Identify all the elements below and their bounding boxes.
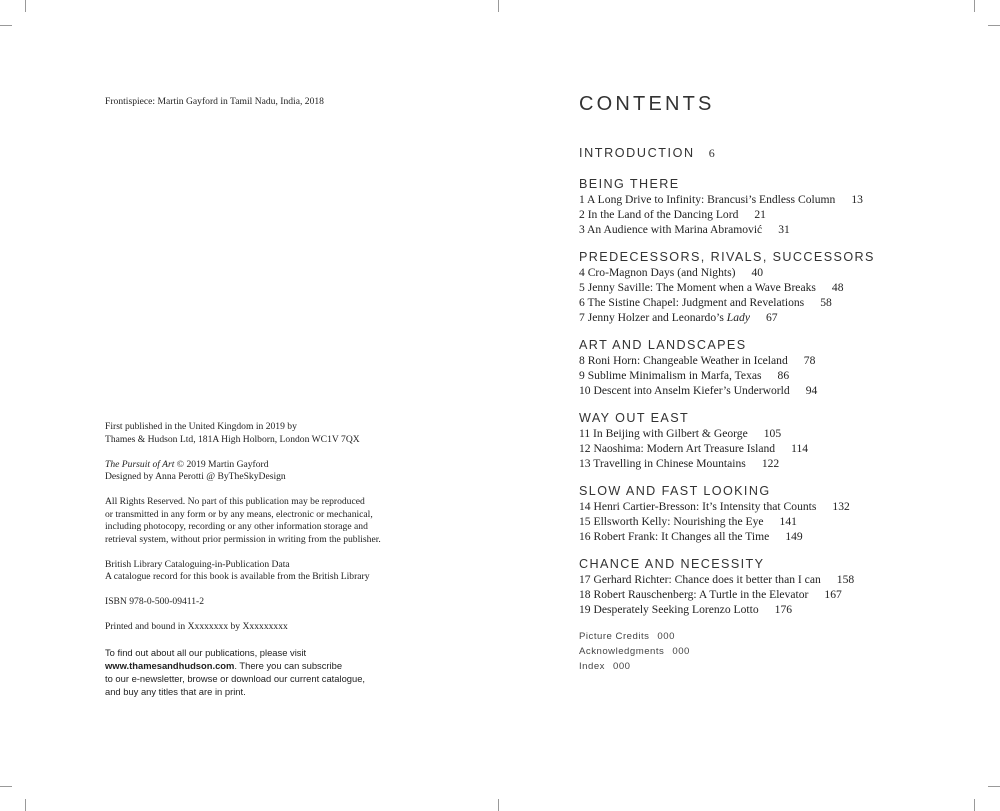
back-matter-label: Acknowledgments — [579, 646, 665, 657]
page-number: 105 — [763, 427, 782, 440]
printed-bound: Printed and bound in Xxxxxxxx by Xxxxxxxxx — [105, 621, 288, 632]
page-number: 122 — [761, 457, 780, 470]
back-matter — [579, 629, 979, 674]
section-title: PREDECESSORS, RIVALS, SUCCESSORS — [579, 250, 875, 264]
toc-entry — [579, 529, 979, 544]
page-number: 167 — [824, 588, 842, 601]
first-published: First published in the United Kingdom in 2019 by Thames & Hudson Ltd, 181A High Holborn, London WC1V 7QX — [105, 421, 360, 445]
page-number: 000 — [657, 631, 675, 642]
back-matter-label: Picture Credits — [579, 631, 650, 642]
page-number: 000 — [672, 646, 690, 657]
chapter-title: 8 Roni Horn: Changeable Weather in Iceland — [579, 354, 788, 367]
chapter-title: 1 A Long Drive to Infinity: Brancusi’s Endless Column — [579, 193, 836, 206]
toc-section — [579, 337, 979, 398]
toc-entry — [579, 295, 979, 310]
page-number: 48 — [831, 281, 844, 294]
toc-section — [579, 556, 979, 617]
chapter-title: 16 Robert Frank: It Changes all the Time — [579, 530, 770, 543]
page-number: 13 — [851, 193, 863, 206]
crop-mark — [25, 799, 26, 811]
toc-entry — [579, 602, 979, 617]
chapter-title: 19 Desperately Seeking Lorenzo Lotto — [579, 603, 759, 616]
page-number: 21 — [754, 208, 766, 221]
toc-entry — [579, 265, 979, 280]
page-number: 132 — [832, 500, 850, 513]
toc-entry — [579, 207, 979, 222]
toc-introduction: INTRODUCTION 6 — [579, 146, 715, 160]
back-matter-item — [579, 659, 979, 674]
toc-entry — [579, 572, 979, 587]
crop-mark — [498, 0, 499, 12]
chapter-title-italic: Lady — [726, 311, 750, 324]
chapter-title: 12 Naoshima: Modern Art Treasure Island — [579, 442, 776, 455]
page-number: 149 — [785, 530, 803, 543]
book-title: The Pursuit of Art — [105, 458, 175, 470]
section-title: WAY OUT EAST — [579, 411, 690, 425]
contents-heading: CONTENTS — [579, 93, 715, 115]
back-matter-item — [579, 644, 979, 659]
chapter-title: 18 Robert Rauschenberg: A Turtle in the Elevator — [579, 588, 809, 601]
chapter-title: 17 Gerhard Richter: Chance does it better than I can — [579, 573, 821, 586]
toc-entry — [579, 280, 979, 295]
page-number: 86 — [777, 369, 790, 382]
copyright: The Pursuit of Art © 2019 Martin Gayford Designed by Anna Perotti @ ByTheSkyDesign — [105, 459, 405, 484]
toc-entry — [579, 353, 979, 368]
toc-section — [579, 410, 979, 471]
chapter-title: 6 The Sistine Chapel: Judgment and Revelations — [579, 296, 805, 309]
chapter-title: 3 An Audience with Marina Abramović — [579, 223, 763, 236]
cip-data: British Library Cataloguing-in-Publication Data A catalogue record for this book is available from the British Library — [105, 558, 370, 582]
imprint-block — [105, 421, 405, 711]
section-title: CHANCE AND NECESSITY — [579, 557, 765, 571]
page-number: 158 — [836, 573, 855, 586]
page-number: 000 — [612, 661, 631, 672]
section-title: ART AND LANDSCAPES — [579, 338, 747, 352]
chapter-title: 9 Sublime Minimalism in Marfa, Texas — [579, 369, 762, 382]
toc-entry — [579, 514, 979, 529]
chapter-title: 2 In the Land of the Dancing Lord — [579, 208, 739, 221]
chapter-title: 15 Ellsworth Kelly: Nourishing the Eye — [579, 515, 764, 528]
section-title: SLOW AND FAST LOOKING — [579, 484, 771, 498]
page-number: 67 — [765, 311, 778, 324]
crop-mark — [988, 786, 1000, 787]
page-number: 114 — [791, 442, 809, 455]
page-number: 141 — [779, 515, 797, 528]
back-matter-item — [579, 629, 979, 644]
toc-sections — [579, 176, 979, 617]
toc-entry — [579, 368, 979, 383]
chapter-title: 4 Cro-Magnon Days (and Nights) — [579, 266, 736, 279]
toc-entry — [579, 441, 979, 456]
crop-mark — [0, 786, 12, 787]
toc-entry — [579, 310, 979, 325]
toc-entry — [579, 192, 979, 207]
page-number: 176 — [774, 603, 793, 616]
chapter-title: 11 In Beijing with Gilbert & George — [579, 427, 748, 440]
toc-section — [579, 483, 979, 544]
page-number: 94 — [805, 384, 818, 397]
rights-notice: All Rights Reserved. No part of this publication may be reproduced or transmitted in any form or by any means, electronic or mechanical, including photocopy, recording or any other information storage and retrieval system, without prior permission in writing from the publisher. — [105, 496, 381, 545]
crop-mark — [974, 799, 975, 811]
crop-mark — [974, 0, 975, 12]
toc-entry — [579, 587, 979, 602]
designer-credit: Designed by Anna Perotti @ ByTheSkyDesign — [105, 471, 286, 482]
table-of-contents — [579, 146, 979, 674]
isbn: ISBN 978-0-500-09411-2 — [105, 596, 205, 607]
chapter-title: 5 Jenny Saville: The Moment when a Wave Breaks — [579, 281, 816, 294]
toc-entry — [579, 499, 979, 514]
page-number: 31 — [778, 223, 790, 236]
toc-section — [579, 249, 979, 325]
chapter-title: 7 Jenny Holzer and Leonardo’s — [579, 311, 727, 324]
crop-mark — [988, 25, 1000, 26]
toc-section — [579, 176, 979, 237]
page-number: 78 — [803, 354, 816, 367]
crop-mark — [498, 799, 499, 811]
section-title: BEING THERE — [579, 177, 680, 191]
page-number: 6 — [708, 146, 715, 160]
page-number: 40 — [751, 266, 764, 279]
publisher-notice: To find out about all our publications, please visit www.thamesandhudson.com. There you can subscribe to our e-newsletter, browse or download our current catalogue, and buy any titles that are in print. — [105, 647, 366, 697]
website-link[interactable]: www.thamesandhudson.com — [105, 660, 235, 671]
toc-entry — [579, 383, 979, 398]
page-number: 58 — [820, 296, 832, 309]
chapter-title: 13 Travelling in Chinese Mountains — [579, 457, 746, 470]
toc-entry — [579, 426, 979, 441]
crop-mark — [25, 0, 26, 12]
crop-mark — [0, 25, 12, 26]
chapter-title: 10 Descent into Anselm Kiefer’s Underworld — [579, 384, 790, 397]
toc-entry — [579, 456, 979, 471]
chapter-title: 14 Henri Cartier-Bresson: It’s Intensity that Counts — [579, 500, 817, 513]
frontispiece-caption: Frontispiece: Martin Gayford in Tamil Nadu, India, 2018 — [105, 96, 324, 107]
back-matter-label: Index — [579, 661, 605, 672]
toc-entry — [579, 222, 979, 237]
